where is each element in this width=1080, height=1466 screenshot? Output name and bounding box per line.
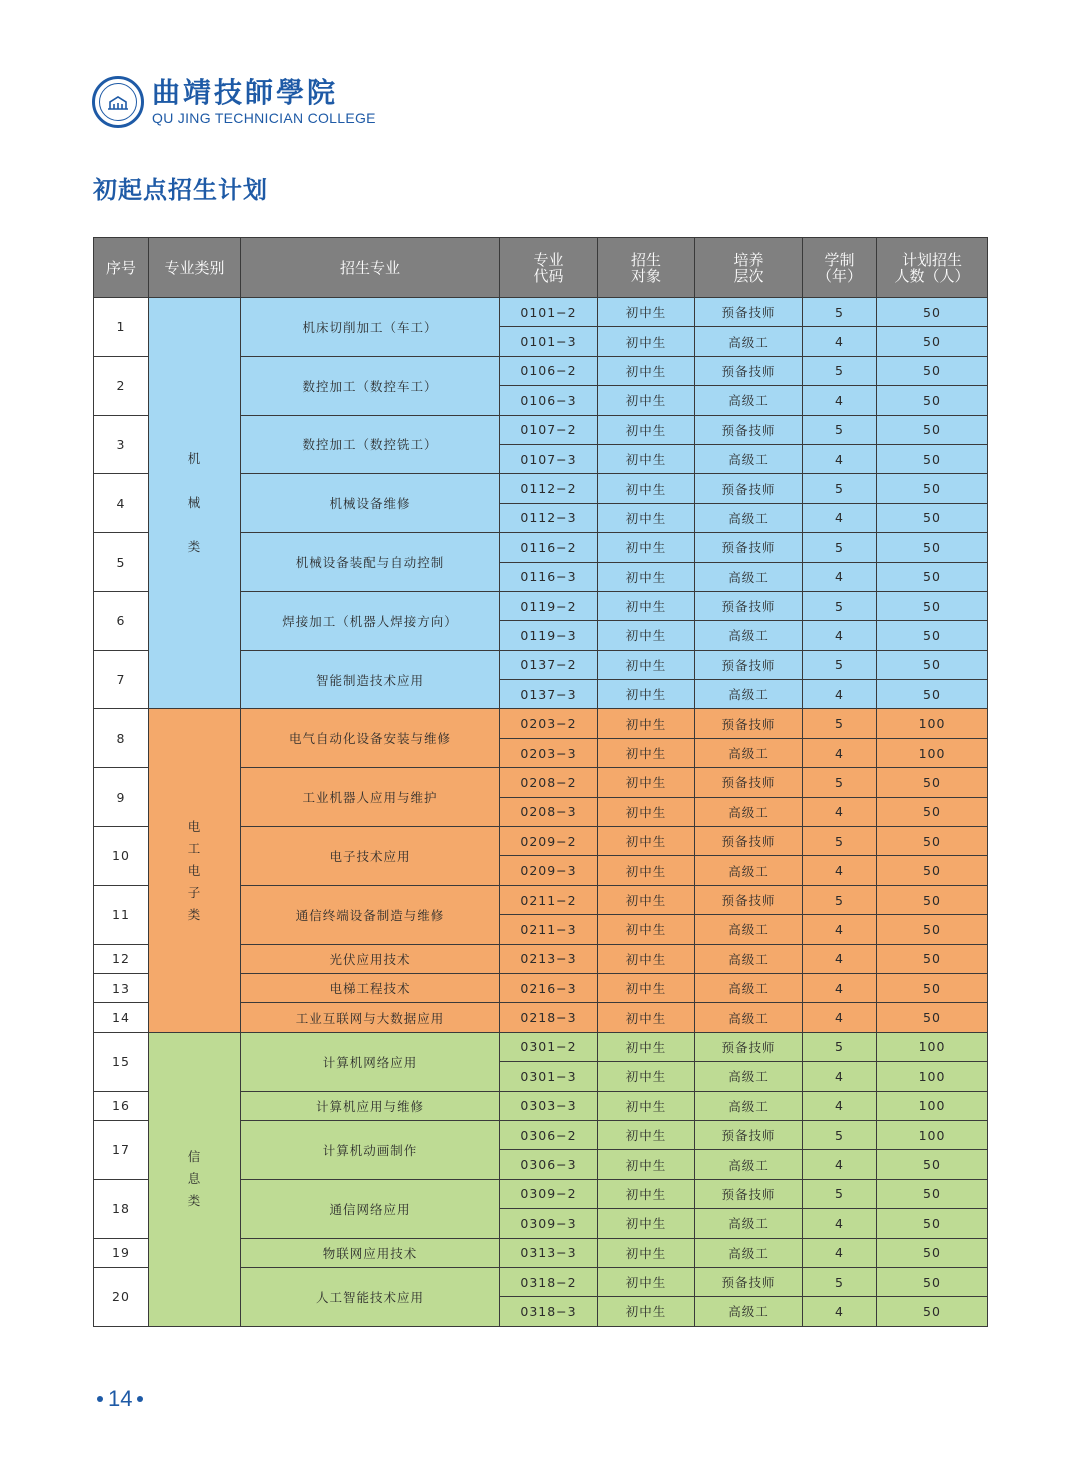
code-cell: 0218−3 xyxy=(500,1003,598,1032)
target-cell: 初中生 xyxy=(598,533,695,562)
count-cell: 50 xyxy=(877,856,988,885)
major-cell: 通信终端设备制造与维修 xyxy=(241,885,500,944)
target-cell: 初中生 xyxy=(598,1032,695,1061)
level-cell: 高级工 xyxy=(695,1150,803,1179)
years-cell: 4 xyxy=(803,856,877,885)
count-cell: 50 xyxy=(877,474,988,503)
seq-cell: 17 xyxy=(94,1120,149,1179)
major-cell: 计算机应用与维修 xyxy=(241,1091,500,1120)
level-cell: 高级工 xyxy=(695,973,803,1002)
code-cell: 0209−2 xyxy=(500,827,598,856)
years-cell: 4 xyxy=(803,503,877,532)
count-cell: 50 xyxy=(877,1209,988,1238)
major-cell: 通信网络应用 xyxy=(241,1179,500,1238)
table-header-row xyxy=(94,238,988,298)
years-cell: 4 xyxy=(803,1238,877,1267)
level-cell: 高级工 xyxy=(695,738,803,767)
years-cell: 5 xyxy=(803,709,877,738)
seq-cell: 9 xyxy=(94,768,149,827)
years-cell: 4 xyxy=(803,444,877,473)
target-cell: 初中生 xyxy=(598,386,695,415)
level-cell: 预备技师 xyxy=(695,474,803,503)
years-cell: 4 xyxy=(803,1091,877,1120)
target-cell: 初中生 xyxy=(598,1267,695,1296)
code-cell: 0112−2 xyxy=(500,474,598,503)
target-cell: 初中生 xyxy=(598,327,695,356)
code-cell: 0306−2 xyxy=(500,1120,598,1149)
seq-cell: 8 xyxy=(94,709,149,768)
level-cell: 高级工 xyxy=(695,680,803,709)
code-cell: 0211−2 xyxy=(500,885,598,914)
seq-cell: 15 xyxy=(94,1032,149,1091)
count-cell: 50 xyxy=(877,680,988,709)
count-cell: 50 xyxy=(877,1238,988,1267)
level-cell: 预备技师 xyxy=(695,1179,803,1208)
count-cell: 50 xyxy=(877,1267,988,1296)
count-cell: 50 xyxy=(877,533,988,562)
count-cell: 100 xyxy=(877,1120,988,1149)
major-cell: 机床切削加工（车工） xyxy=(241,298,500,357)
target-cell: 初中生 xyxy=(598,944,695,973)
page-number-text: 14 xyxy=(108,1386,133,1411)
target-cell: 初中生 xyxy=(598,650,695,679)
target-cell: 初中生 xyxy=(598,298,695,327)
years-cell: 4 xyxy=(803,944,877,973)
years-cell: 4 xyxy=(803,621,877,650)
count-cell: 50 xyxy=(877,944,988,973)
code-cell: 0203−3 xyxy=(500,738,598,767)
major-cell: 计算机网络应用 xyxy=(241,1032,500,1091)
level-cell: 高级工 xyxy=(695,944,803,973)
count-cell: 100 xyxy=(877,738,988,767)
level-cell: 预备技师 xyxy=(695,415,803,444)
level-cell: 高级工 xyxy=(695,444,803,473)
target-cell: 初中生 xyxy=(598,1003,695,1032)
code-cell: 0211−3 xyxy=(500,915,598,944)
major-cell: 计算机动画制作 xyxy=(241,1120,500,1179)
code-cell: 0107−3 xyxy=(500,444,598,473)
code-cell: 0216−3 xyxy=(500,973,598,1002)
column-header: 培养 层次 xyxy=(695,238,803,298)
level-cell: 高级工 xyxy=(695,1003,803,1032)
level-cell: 预备技师 xyxy=(695,298,803,327)
level-cell: 高级工 xyxy=(695,797,803,826)
target-cell: 初中生 xyxy=(598,356,695,385)
level-cell: 预备技师 xyxy=(695,533,803,562)
major-cell: 焊接加工（机器人焊接方向） xyxy=(241,591,500,650)
seq-cell: 11 xyxy=(94,885,149,944)
college-name-cn: 曲靖技師學院 xyxy=(152,76,339,109)
code-cell: 0318−3 xyxy=(500,1297,598,1326)
code-cell: 0107−2 xyxy=(500,415,598,444)
major-cell: 人工智能技术应用 xyxy=(241,1267,500,1326)
column-header: 招生 对象 xyxy=(598,238,695,298)
target-cell: 初中生 xyxy=(598,503,695,532)
column-header: 序号 xyxy=(94,238,149,298)
table-row xyxy=(94,1032,988,1061)
count-cell: 50 xyxy=(877,415,988,444)
years-cell: 5 xyxy=(803,650,877,679)
column-header: 计划招生 人数（人） xyxy=(877,238,988,298)
code-cell: 0203−2 xyxy=(500,709,598,738)
college-logo xyxy=(92,76,376,128)
column-header: 招生专业 xyxy=(241,238,500,298)
count-cell: 50 xyxy=(877,327,988,356)
level-cell: 高级工 xyxy=(695,562,803,591)
code-cell: 0318−2 xyxy=(500,1267,598,1296)
target-cell: 初中生 xyxy=(598,797,695,826)
years-cell: 4 xyxy=(803,386,877,415)
years-cell: 5 xyxy=(803,1120,877,1149)
code-cell: 0209−3 xyxy=(500,856,598,885)
count-cell: 100 xyxy=(877,709,988,738)
seq-cell: 6 xyxy=(94,591,149,650)
code-cell: 0119−2 xyxy=(500,591,598,620)
target-cell: 初中生 xyxy=(598,1120,695,1149)
code-cell: 0101−3 xyxy=(500,327,598,356)
count-cell: 50 xyxy=(877,1150,988,1179)
years-cell: 5 xyxy=(803,591,877,620)
count-cell: 50 xyxy=(877,827,988,856)
seq-cell: 10 xyxy=(94,827,149,886)
category-cell: 电 工 电 子 类 xyxy=(149,709,241,1032)
seq-cell: 20 xyxy=(94,1267,149,1326)
seq-cell: 13 xyxy=(94,973,149,1002)
level-cell: 高级工 xyxy=(695,503,803,532)
level-cell: 高级工 xyxy=(695,386,803,415)
count-cell: 50 xyxy=(877,768,988,797)
count-cell: 50 xyxy=(877,650,988,679)
code-cell: 0137−3 xyxy=(500,680,598,709)
count-cell: 50 xyxy=(877,298,988,327)
level-cell: 预备技师 xyxy=(695,1120,803,1149)
count-cell: 50 xyxy=(877,562,988,591)
target-cell: 初中生 xyxy=(598,856,695,885)
code-cell: 0303−3 xyxy=(500,1091,598,1120)
table-row xyxy=(94,709,988,738)
years-cell: 4 xyxy=(803,1062,877,1091)
code-cell: 0309−2 xyxy=(500,1179,598,1208)
target-cell: 初中生 xyxy=(598,915,695,944)
category-cell: 信 息 类 xyxy=(149,1032,241,1326)
count-cell: 50 xyxy=(877,885,988,914)
code-cell: 0313−3 xyxy=(500,1238,598,1267)
years-cell: 4 xyxy=(803,738,877,767)
years-cell: 4 xyxy=(803,1297,877,1326)
target-cell: 初中生 xyxy=(598,591,695,620)
years-cell: 5 xyxy=(803,1267,877,1296)
page-number xyxy=(92,1386,148,1412)
page-title: 初起点招生计划 xyxy=(93,176,268,204)
target-cell: 初中生 xyxy=(598,973,695,1002)
column-header: 学制 （年） xyxy=(803,238,877,298)
count-cell: 50 xyxy=(877,503,988,532)
code-cell: 0213−3 xyxy=(500,944,598,973)
major-cell: 数控加工（数控车工） xyxy=(241,356,500,415)
years-cell: 4 xyxy=(803,1150,877,1179)
count-cell: 50 xyxy=(877,797,988,826)
level-cell: 高级工 xyxy=(695,1209,803,1238)
seq-cell: 14 xyxy=(94,1003,149,1032)
level-cell: 预备技师 xyxy=(695,650,803,679)
years-cell: 5 xyxy=(803,356,877,385)
major-cell: 电梯工程技术 xyxy=(241,973,500,1002)
target-cell: 初中生 xyxy=(598,1150,695,1179)
target-cell: 初中生 xyxy=(598,1062,695,1091)
major-cell: 数控加工（数控铣工） xyxy=(241,415,500,474)
years-cell: 4 xyxy=(803,327,877,356)
major-cell: 机械设备装配与自动控制 xyxy=(241,533,500,592)
seq-cell: 3 xyxy=(94,415,149,474)
major-cell: 智能制造技术应用 xyxy=(241,650,500,709)
code-cell: 0301−2 xyxy=(500,1032,598,1061)
count-cell: 100 xyxy=(877,1091,988,1120)
major-cell: 工业互联网与大数据应用 xyxy=(241,1003,500,1032)
code-cell: 0116−3 xyxy=(500,562,598,591)
column-header: 专业类别 xyxy=(149,238,241,298)
count-cell: 50 xyxy=(877,915,988,944)
major-cell: 工业机器人应用与维护 xyxy=(241,768,500,827)
years-cell: 5 xyxy=(803,1032,877,1061)
column-header: 专业 代码 xyxy=(500,238,598,298)
major-cell: 光伏应用技术 xyxy=(241,944,500,973)
seq-cell: 19 xyxy=(94,1238,149,1267)
target-cell: 初中生 xyxy=(598,474,695,503)
level-cell: 高级工 xyxy=(695,915,803,944)
code-cell: 0208−3 xyxy=(500,797,598,826)
code-cell: 0106−3 xyxy=(500,386,598,415)
years-cell: 5 xyxy=(803,415,877,444)
level-cell: 预备技师 xyxy=(695,709,803,738)
count-cell: 50 xyxy=(877,591,988,620)
years-cell: 4 xyxy=(803,797,877,826)
level-cell: 高级工 xyxy=(695,327,803,356)
target-cell: 初中生 xyxy=(598,680,695,709)
page-dot-icon xyxy=(137,1396,143,1402)
years-cell: 5 xyxy=(803,885,877,914)
seq-cell: 1 xyxy=(94,298,149,357)
count-cell: 100 xyxy=(877,1032,988,1061)
level-cell: 高级工 xyxy=(695,621,803,650)
target-cell: 初中生 xyxy=(598,621,695,650)
code-cell: 0306−3 xyxy=(500,1150,598,1179)
count-cell: 50 xyxy=(877,386,988,415)
major-cell: 电子技术应用 xyxy=(241,827,500,886)
table-body xyxy=(94,298,988,1327)
years-cell: 4 xyxy=(803,915,877,944)
target-cell: 初中生 xyxy=(598,1297,695,1326)
level-cell: 预备技师 xyxy=(695,827,803,856)
code-cell: 0101−2 xyxy=(500,298,598,327)
target-cell: 初中生 xyxy=(598,1209,695,1238)
level-cell: 高级工 xyxy=(695,1091,803,1120)
target-cell: 初中生 xyxy=(598,738,695,767)
seq-cell: 12 xyxy=(94,944,149,973)
seq-cell: 16 xyxy=(94,1091,149,1120)
level-cell: 高级工 xyxy=(695,1062,803,1091)
table-row xyxy=(94,298,988,327)
target-cell: 初中生 xyxy=(598,709,695,738)
level-cell: 预备技师 xyxy=(695,885,803,914)
target-cell: 初中生 xyxy=(598,885,695,914)
level-cell: 预备技师 xyxy=(695,1267,803,1296)
category-cell: 机 械 类 xyxy=(149,298,241,709)
target-cell: 初中生 xyxy=(598,827,695,856)
target-cell: 初中生 xyxy=(598,1238,695,1267)
count-cell: 50 xyxy=(877,621,988,650)
count-cell: 50 xyxy=(877,444,988,473)
years-cell: 4 xyxy=(803,1003,877,1032)
code-cell: 0119−3 xyxy=(500,621,598,650)
years-cell: 5 xyxy=(803,827,877,856)
count-cell: 50 xyxy=(877,1003,988,1032)
years-cell: 5 xyxy=(803,768,877,797)
level-cell: 高级工 xyxy=(695,1238,803,1267)
years-cell: 4 xyxy=(803,1209,877,1238)
level-cell: 预备技师 xyxy=(695,356,803,385)
seq-cell: 4 xyxy=(94,474,149,533)
code-cell: 0301−3 xyxy=(500,1062,598,1091)
target-cell: 初中生 xyxy=(598,768,695,797)
code-cell: 0106−2 xyxy=(500,356,598,385)
major-cell: 机械设备维修 xyxy=(241,474,500,533)
code-cell: 0208−2 xyxy=(500,768,598,797)
level-cell: 预备技师 xyxy=(695,768,803,797)
years-cell: 5 xyxy=(803,533,877,562)
count-cell: 100 xyxy=(877,1062,988,1091)
college-name-en: QU JING TECHNICIAN COLLEGE xyxy=(152,110,376,126)
level-cell: 预备技师 xyxy=(695,1032,803,1061)
level-cell: 高级工 xyxy=(695,1297,803,1326)
target-cell: 初中生 xyxy=(598,415,695,444)
seq-cell: 7 xyxy=(94,650,149,709)
code-cell: 0112−3 xyxy=(500,503,598,532)
years-cell: 5 xyxy=(803,474,877,503)
years-cell: 4 xyxy=(803,562,877,591)
seq-cell: 5 xyxy=(94,533,149,592)
enrollment-plan-table xyxy=(93,237,988,1327)
years-cell: 4 xyxy=(803,680,877,709)
seq-cell: 18 xyxy=(94,1179,149,1238)
major-cell: 电气自动化设备安装与维修 xyxy=(241,709,500,768)
years-cell: 5 xyxy=(803,298,877,327)
target-cell: 初中生 xyxy=(598,562,695,591)
major-cell: 物联网应用技术 xyxy=(241,1238,500,1267)
count-cell: 50 xyxy=(877,1297,988,1326)
code-cell: 0137−2 xyxy=(500,650,598,679)
college-emblem-icon xyxy=(92,76,144,128)
page-dot-icon xyxy=(97,1396,103,1402)
level-cell: 预备技师 xyxy=(695,591,803,620)
years-cell: 4 xyxy=(803,973,877,1002)
target-cell: 初中生 xyxy=(598,1179,695,1208)
level-cell: 高级工 xyxy=(695,856,803,885)
years-cell: 5 xyxy=(803,1179,877,1208)
count-cell: 50 xyxy=(877,356,988,385)
code-cell: 0309−3 xyxy=(500,1209,598,1238)
count-cell: 50 xyxy=(877,973,988,1002)
count-cell: 50 xyxy=(877,1179,988,1208)
code-cell: 0116−2 xyxy=(500,533,598,562)
target-cell: 初中生 xyxy=(598,1091,695,1120)
seq-cell: 2 xyxy=(94,356,149,415)
target-cell: 初中生 xyxy=(598,444,695,473)
